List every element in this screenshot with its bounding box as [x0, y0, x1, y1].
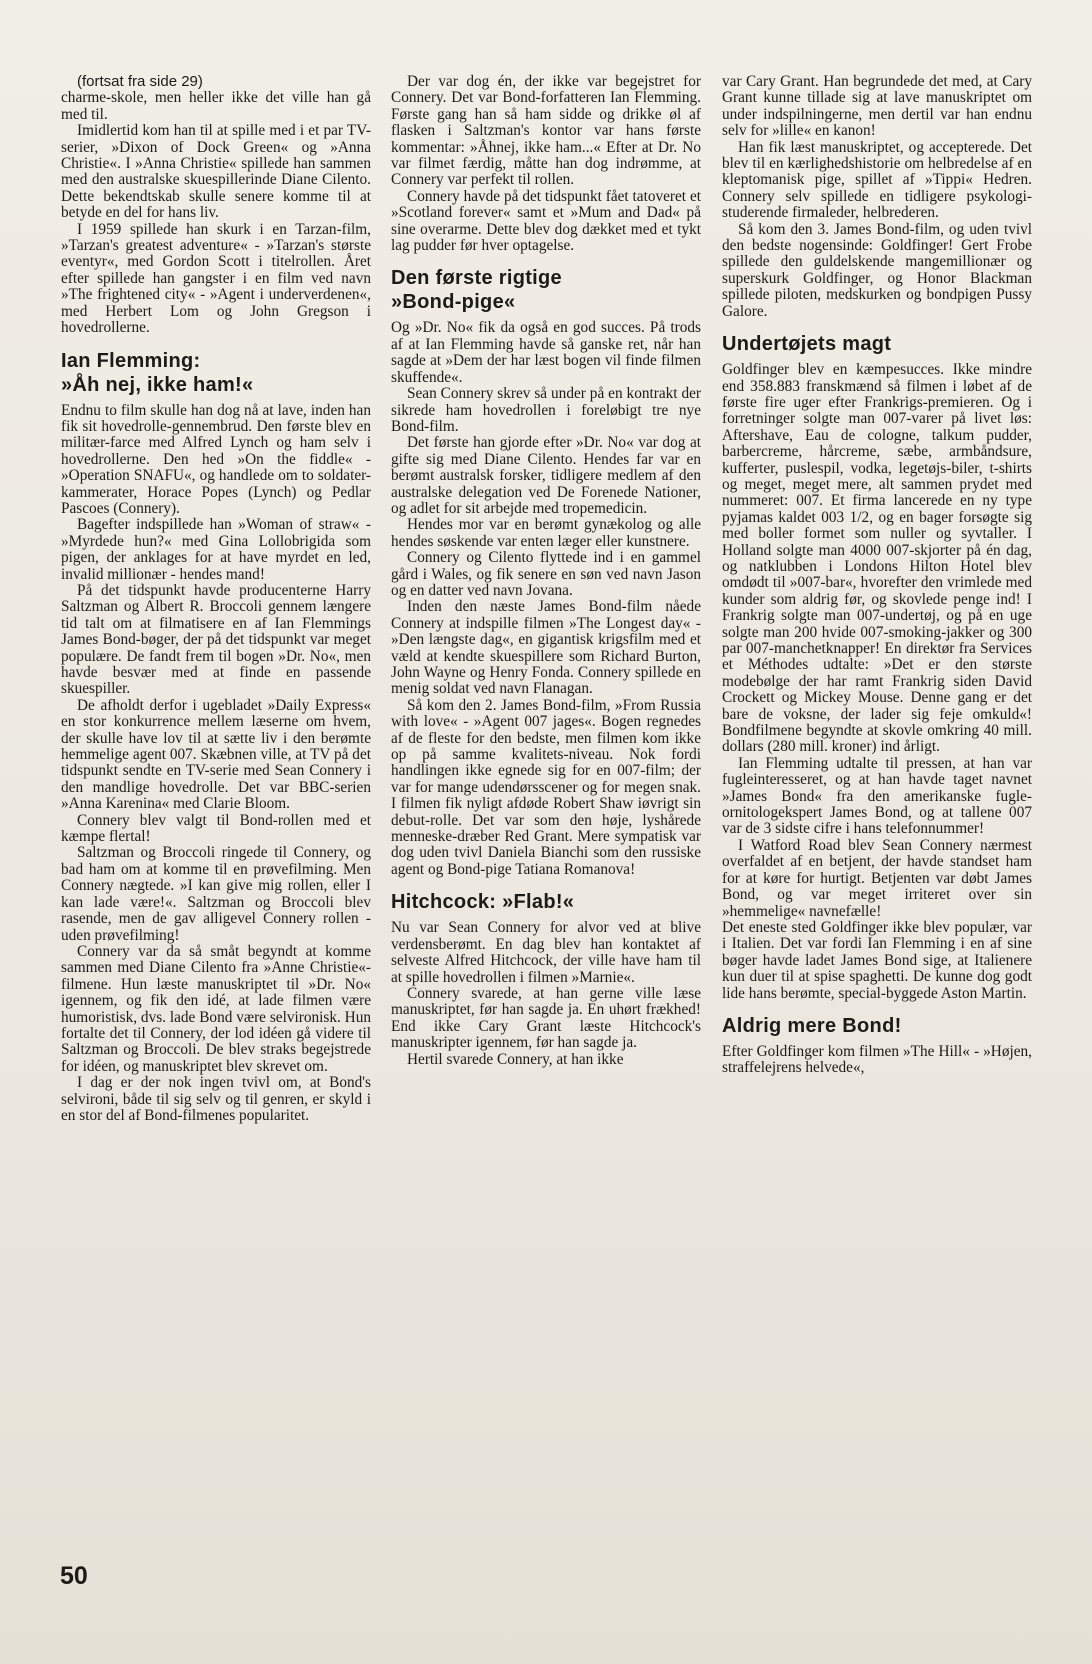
column-3 [722, 74, 1032, 1077]
paragraph: Imidlertid kom han til at spille med i et par TV-serier, »Dixon of Dock Green« og »Anna Christie«. I »Anna Christie« spillede han sammen med den australske skuespillerinde Diane Cilento. Dette bekendtskab skulle senere komme til at betyde en del for hans liv. [61, 122, 371, 222]
paragraph: Det eneste sted Goldfinger ikke blev populær, var i Italien. Det var fordi Ian Flemming i en af sine bøger havde ladet James Bond sige, at Italienere kun duer til at spise spaghetti. De kunne dog godt lide hans berømte, special-byggede Aston Martin. [722, 918, 1032, 1002]
paragraph: Og »Dr. No« fik da også en god succes. På trods af at Ian Flemming havde så ganske ret, når han sagde at »Dem der har læst bogen vil finde filmen skuffende«. [391, 319, 701, 386]
section-heading-hitchcock: Hitchcock: »Flab!« [391, 891, 575, 914]
paragraph: Sean Connery skrev så under på en kontrakt der sikrede ham hovedrollen i foreløbigt tre nye Bond-film. [391, 385, 701, 435]
paragraph: Ian Flemming udtalte til pressen, at han var fugleinteresseret, og at han havde taget navnet »James Bond« fra den amerikanske fugle-ornitologekspert James Bond, og at tallene 007 var de 3 sidste cifre i hans telefonnummer! [722, 754, 1032, 838]
section-heading-flemming [61, 349, 371, 397]
paragraph: Så kom den 2. James Bond-film, »From Russia with love« - »Agent 007 jages«. Bogen regnedes af de fleste for den bedste, men filmen kom ikke op på samme kvalitets-niveau. Nok fordi handlingen ikke egnede sig for en 007-film; der var for mange udendørsscener og for megen snak. I filmen fik nyligt afdøde Robert Shaw iøvrigt sin debut-rolle. Det var som den høje, lyshårede menneske-dræber Red Grant. Mere sympatisk var dog uden tvivl Daniela Bianchi som den russiske agent og Bond-pige Tatiana Romanova! [391, 696, 701, 878]
paragraph: Connery havde på det tidspunkt fået tatoveret et »Scotland forever« samt et »Mum and Dad« på sine overarme. Dette blev dog dækket med et tykt lag pudder før hver optagelse. [391, 187, 701, 255]
column-2 [391, 74, 701, 1068]
paragraph: Connery og Cilento flyttede ind i en gammel gård i Wales, og fik senere en søn ved navn Jason og en datter ved navn Jovana. [391, 549, 701, 599]
paragraph: Så kom den 3. James Bond-film, og uden tvivl den bedste nogensinde: Goldfinger! Gert Frobe spillede den guldelskende mangemillionær og superskurk Goldfinger, og Honor Blackman spillede piloten, medskurken og bondpigen Pussy Galore. [722, 220, 1032, 320]
paragraph: Connery svarede, at han gerne ville læse manuskriptet, før han sagde ja. En uhørt frækhed! End ikke Cary Grant læste Hitchcock's manuskripter igennem, før han sagde ja. [391, 984, 701, 1052]
paragraph: Connery blev valgt til Bond-rollen med et kæmpe flertal! [61, 811, 371, 846]
paragraph: Goldfinger blev en kæmpesucces. Ikke mindre end 358.883 franskmænd så filmen i løbet af de første fire uger efter Frankrigs-premieren. Og i forretninger solgte man 007-varer på livet løs: Aftershave, Eau de cologne, talkum pudder, barbercreme, hårcreme, sæbe, armbåndsure, kufferter, puslespil, vodka, legetøjs-biler, t-shirts og meget, meget mere, alt sammen prydet med nummeret: 007. Et firma lancerede en ny type pyjamas kaldet 003 1/2, og en bager forsøgte sig med boller formet som nuller og syvtaller. I Holland solgte man 4000 007-skjorter på én dag, og natklubben i Londons Hilton Hotel blev omdødt til »007-bar«, hvorefter den vrimlede med kunder som aldrig før, og skovlede penge ind! I Frankrig solgte man 007-undertøj, og på en uge solgte man 200 hvide 007-smoking-jakker og 300 par 007-manchetknapper! En direktør fra Services et Méthodes udtalte: »Det er den største modebølge der har ramt Frankrig siden David Crockett og Mickey Mouse. Denne gang er det bare de voksne, der lader sig feje omkuld«! Bondfilmene begyndte at skovle omkring 40 mill. dollars (280 mill. kroner) ind årligt. [722, 361, 1032, 756]
paragraph: På det tidspunkt havde producenterne Harry Saltzman og Albert R. Broccoli gennem længere tid talt om at filmatisere en af Ian Flemmings James Bond-bøger, der på det tidspunkt var meget populære. De fandt frem til bogen »Dr. No«, men havde besvær med at finde en passende skuespiller. [61, 581, 371, 698]
paragraph: Det første han gjorde efter »Dr. No« var dog at gifte sig med Diane Cilento. Hendes far var en berømt australsk forsker, tidligere medlem af den australske delegation ved De Forenede Nationer, og adlet for sit arbejde med tropemedicin. [391, 434, 701, 517]
heading-line: »Bond-pige« [391, 291, 516, 314]
page-number: 50 [60, 1562, 88, 1590]
paragraph: Saltzman og Broccoli ringede til Connery, og bad ham om at komme til en prøvefilming. Men Connery nægtede. »I kan give mig rollen, eller I kan lade være!«. Saltzman og Broccoli blev rasende, men de gav alligevel Connery rollen - uden prøvefilming! [61, 844, 371, 944]
paragraph: I Watford Road blev Sean Connery nærmest overfaldet af en betjent, der havde standset ham for at køre for hurtigt. Betjenten var døbt James Bond, og var meget irriteret over sin »hemmelige« navnefælle! [722, 836, 1032, 920]
paragraph: charme-skole, men heller ikke det ville han gå med til. [61, 89, 371, 123]
section-heading-bond-pige [391, 266, 701, 314]
paragraph: Endnu to film skulle han dog nå at lave, inden han fik sit hovedrolle-gennembrud. Den første blev en militær-farce med Alfred Lynch og ham selv i hovedrollerne. Den hed »On the fiddle« - »Operation SNAFU«, og handlede om to soldater-kammerater, Horace Popes (Lynch) og Pedlar Pascoes (Connery). [61, 401, 371, 517]
paragraph: Efter Goldfinger kom filmen »The Hill« - »Højen, straffelejrens helvede«, [722, 1042, 1032, 1077]
paragraph: Nu var Sean Connery for alvor ved at blive verdensberømt. En dag blev han kontaktet af selveste Alfred Hitchcock, der ville have ham til at spille hovedrollen i filmen »Marnie«. [391, 919, 701, 986]
continued-from-label: (fortsat fra side 29) [77, 73, 203, 90]
paragraph: Hendes mor var en berømt gynækolog og alle hendes søskende var enten læger eller kunstnere. [391, 516, 701, 550]
paragraph: Han fik læst manuskriptet, og accepterede. Det blev til en kærlighedshistorie om helbredelse af en kleptomanisk pige, spillet af »Tippi« Hedren. Connery selv spillede en tidligere psykologi-studerende firmaleder, helbrederen. [722, 138, 1032, 222]
heading-line: Den første rigtige [391, 267, 562, 290]
paragraph: Hertil svarede Connery, at han ikke [407, 1050, 624, 1068]
paragraph: Bagefter indspillede han »Woman of straw« - »Myrdede hun?« med Gina Lollobrigida som pigen, der anklages for at have myrdet en led, invalid millionær - hendes mand! [61, 516, 371, 583]
heading-line: Ian Flemming: [61, 349, 201, 372]
paragraph: Der var dog én, der ikke var begejstret for Connery. Det var Bond-forfatteren Ian Flemming. Første gang han så ham sidde og drikke øl af flasken i Saltzman's kontor var hans første kommentar: »Åhnej, ikke ham...« Efter at Dr. No var filmet færdig, måtte han dog indrømme, at Connery var perfekt til rollen. [391, 73, 701, 189]
paragraph: I 1959 spillede han skurk i en Tarzan-film, »Tarzan's greatest adventure« - »Tarzan's største eventyr«, med Gordon Scott i titelrollen. Året efter spillede han gangster i en film ved navn »The frightened city« - »Agent i underverdenen«, med Herbert Lom og John Gregson i hovedrollerne. [61, 220, 371, 337]
section-heading-undertoj: Undertøjets magt [722, 333, 892, 356]
paragraph: I dag er der nok ingen tvivl om, at Bond's selvironi, både til sig selv og til genren, er skyld i en stor del af Bond-filmenes popularitet. [61, 1074, 371, 1124]
paragraph: var Cary Grant. Han begrundede det med, at Cary Grant kunne tillade sig at lave manuskriptet om under indspilningerne, men dertil var han endnu selv for »lille« en kanon! [722, 73, 1032, 140]
paragraph: Inden den næste James Bond-film nåede Connery at indspille filmen »The Longest day« - »Den længste dag«, en gigantisk krigsfilm med et væld at kendte skuespillere som Richard Burton, John Wayne og Henry Fonda. Connery spillede en menig soldat ved navn Flanagan. [391, 598, 701, 698]
paragraph: De afholdt derfor i ugebladet »Daily Express« en stor konkurrence mellem læserne om hvem, der skulle have lov til at sætte liv i den berømte hemmelige agent 007. Skæbnen ville, at TV på det tidspunkt sendte en TV-serie med Sean Connery i den mandlige hovedrolle. Det var BBC-serien »Anna Karenina« med Clarie Bloom. [61, 696, 371, 813]
paragraph: Connery var da så småt begyndt at komme sammen med Diane Cilento fra »Anne Christie«-filmene. Hun læste manuskriptet til »Dr. No« igennem, og fik den idé, at lade filmen være humoristisk, dvs. lade Bond være selvironisk. Hun fortalte det til Connery, der lod idéen gå videre til Saltzman og Broccoli. De blev straks begejstrede for idéen, og manuskriptet blev skrevet om. [61, 942, 371, 1075]
column-1 [61, 74, 371, 1124]
section-heading-aldrig: Aldrig mere Bond! [722, 1014, 902, 1037]
heading-line: »Åh nej, ikke ham!« [61, 373, 254, 396]
